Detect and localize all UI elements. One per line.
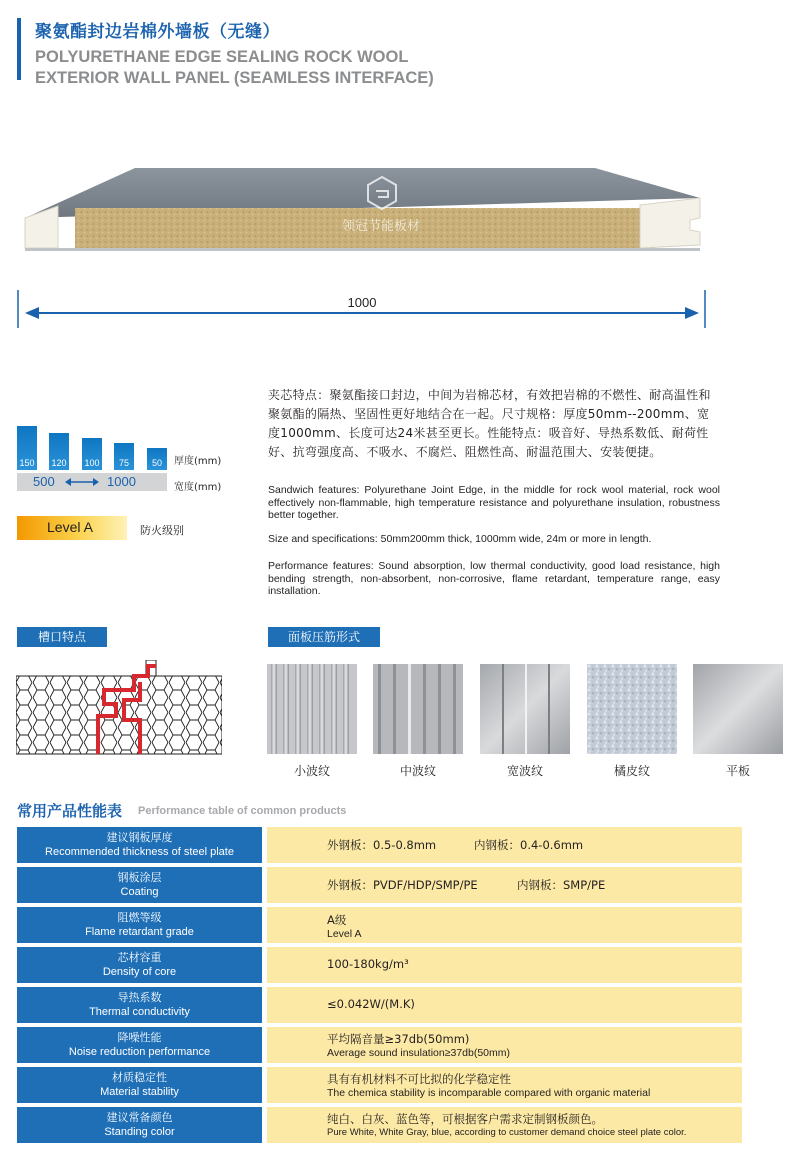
row-value-en: Level A: [327, 928, 362, 940]
row-header-en: Thermal conductivity: [89, 1006, 190, 1018]
row-header-cn: 降噪性能: [117, 1031, 162, 1044]
fire-level-value: Level A: [47, 519, 93, 535]
width-dimension-arrow: [15, 290, 710, 330]
fire-level-badge: [17, 516, 127, 540]
row-header: [17, 827, 262, 863]
surface-swatch-flat: [693, 664, 783, 754]
description-en-performance: Performance features: Sound absorption, low thermal conductivity, good load resistance, high bending strength, non-absorbent, non-corrosive, flame retardant, temperature range, easy installation.: [268, 560, 720, 597]
panel-illustration: [20, 150, 720, 260]
row-header-cn: 导热系数: [117, 991, 162, 1004]
fire-level-label: 防火级别: [140, 524, 184, 537]
row-value-en: Pure White, White Gray, blue, according to customer demand choice steel plate color.: [327, 1127, 687, 1138]
table-title-en: Performance table of common products: [138, 805, 347, 817]
row-header-cn: 建议钢板厚度: [106, 831, 173, 844]
row-value: [267, 867, 742, 903]
row-header: [17, 987, 262, 1023]
description-cn: 夹芯特点：聚氨酯接口封边，中间为岩棉芯材，有效把岩棉的不燃性、耐高温性和聚氨酯的隔热、坚固性更好地结合在一起。尺寸规格：厚度50mm--200mm、宽度1000mm、长度可达24米甚至更长。性能特点：吸音好、导热系数低、耐荷性好、抗弯强度高、不吸水、不腐烂、阻燃性高、耐温范围大、安装便捷。: [268, 388, 711, 459]
row-value-outer: 外钢板：0.5-0.8mm: [327, 838, 437, 852]
row-value: [267, 1027, 742, 1063]
table-row: [17, 1067, 742, 1103]
row-header-cn: 钢板涂层: [117, 871, 162, 884]
surface-swatch-medium-wave: [373, 664, 463, 754]
row-value-outer: 外钢板：PVDF/HDP/SMP/PE: [327, 878, 478, 892]
row-value-en: Average sound insulation≥37db(50mm): [327, 1047, 511, 1059]
surface-label: 小波纹: [293, 764, 330, 778]
thickness-bar: [114, 443, 134, 470]
description-en-sandwich: Sandwich features: Polyurethane Joint Edge, in the middle for rock wool material, rock wool effectively non-flammable, high temperature resistance and polyurethane insulation, robustness better together.: [268, 484, 720, 521]
thickness-value: 120: [51, 458, 67, 468]
row-header-cn: 芯材容重: [117, 951, 162, 964]
row-header-en: Noise reduction performance: [68, 1046, 211, 1058]
row-value-single: 100-180kg/m³: [327, 957, 409, 971]
thickness-value: 150: [19, 458, 35, 468]
row-value-cn: 具有有机材料不可比拟的化学稳定性: [327, 1072, 511, 1086]
row-header-en: Recommended thickness of steel plate: [45, 846, 234, 858]
row-header-en: Coating: [120, 886, 159, 898]
row-header-en: Material stability: [100, 1086, 179, 1098]
row-header-cn: 材质稳定性: [112, 1071, 167, 1084]
row-value: [267, 1107, 742, 1143]
table-row: [17, 987, 742, 1023]
row-header-cn: 阻燃等级: [117, 911, 162, 924]
header-accent-bar: [17, 18, 21, 80]
table-row: [17, 907, 742, 943]
panel-edge-left: [25, 206, 58, 248]
width-label: 宽度(mm): [174, 482, 222, 493]
page-title-en-line1: POLYURETHANE EDGE SEALING ROCK WOOL: [35, 48, 409, 66]
surface-section-title: 面板压筋形式: [268, 627, 380, 647]
thickness-value: 100: [84, 458, 100, 468]
row-value: [267, 1067, 742, 1103]
row-header: [17, 907, 262, 943]
row-value-inner: 内钢板：0.4-0.6mm: [474, 838, 584, 852]
table-title-cn: 常用产品性能表: [17, 802, 123, 820]
table-row: [17, 867, 742, 903]
row-value-single: ≤0.042W/(M.K): [327, 997, 415, 1011]
row-value-cn: 平均隔音量≥37db(50mm): [327, 1032, 470, 1046]
surface-swatch-orange-peel: [587, 664, 677, 754]
row-header: [17, 867, 262, 903]
row-header-en: Density of core: [102, 966, 177, 978]
row-value: [267, 987, 742, 1023]
width-range-box: [17, 473, 167, 491]
table-row: [17, 1107, 742, 1143]
thickness-bar: [82, 438, 102, 470]
page-title-en-line2: EXTERIOR WALL PANEL (SEAMLESS INTERFACE): [35, 69, 434, 87]
width-max: 1000: [107, 474, 136, 489]
groove-section-title: 槽口特点: [17, 627, 107, 647]
double-arrow-icon: [65, 477, 99, 487]
table-row: [17, 947, 742, 983]
row-value-en: The chemica stability is incomparable compared with organic material: [327, 1087, 651, 1099]
surface-label: 平板: [725, 764, 750, 778]
row-header: [17, 1067, 262, 1103]
row-value-cn: A级: [327, 913, 347, 927]
row-value: [267, 907, 742, 943]
panel-edge-right: [640, 198, 700, 248]
width-dimension-label: 1000: [347, 295, 377, 310]
row-value: [267, 827, 742, 863]
thickness-bar: [49, 433, 69, 470]
row-header: [17, 1027, 262, 1063]
surface-swatch-wide-wave: [480, 664, 570, 754]
row-header: [17, 947, 262, 983]
surface-label: 橘皮纹: [613, 764, 650, 778]
thickness-value: 50: [151, 458, 162, 468]
surface-label: 中波纹: [399, 764, 436, 778]
thickness-bar: [147, 448, 167, 470]
thickness-value: 75: [118, 458, 129, 468]
thickness-label: 厚度(mm): [174, 456, 222, 467]
surface-swatch-small-wave: [267, 664, 357, 754]
table-row: [17, 1027, 742, 1063]
row-value-cn: 纯白、白灰、蓝色等，可根据客户需求定制钢板颜色。: [327, 1112, 603, 1126]
description-en-size: Size and specifications: 50mm200mm thick, 1000mm wide, 24m or more in length.: [268, 533, 652, 545]
row-value: [267, 947, 742, 983]
groove-diagram: [16, 660, 222, 756]
row-header-en: Flame retardant grade: [85, 926, 194, 938]
surface-label: 宽波纹: [506, 764, 543, 778]
row-header-cn: 建议常备颜色: [106, 1111, 173, 1124]
row-header-en: Standing color: [104, 1126, 175, 1138]
thickness-bar: [17, 426, 37, 470]
page-title-en: [35, 47, 515, 89]
width-min: 500: [33, 474, 55, 489]
row-value-inner: 内钢板：SMP/PE: [517, 878, 606, 892]
watermark-text: 领冠节能板材: [342, 219, 421, 234]
row-header: [17, 1107, 262, 1143]
page-title-cn: 聚氨酯封边岩棉外墙板（无缝）: [35, 22, 280, 42]
table-row: [17, 827, 742, 863]
